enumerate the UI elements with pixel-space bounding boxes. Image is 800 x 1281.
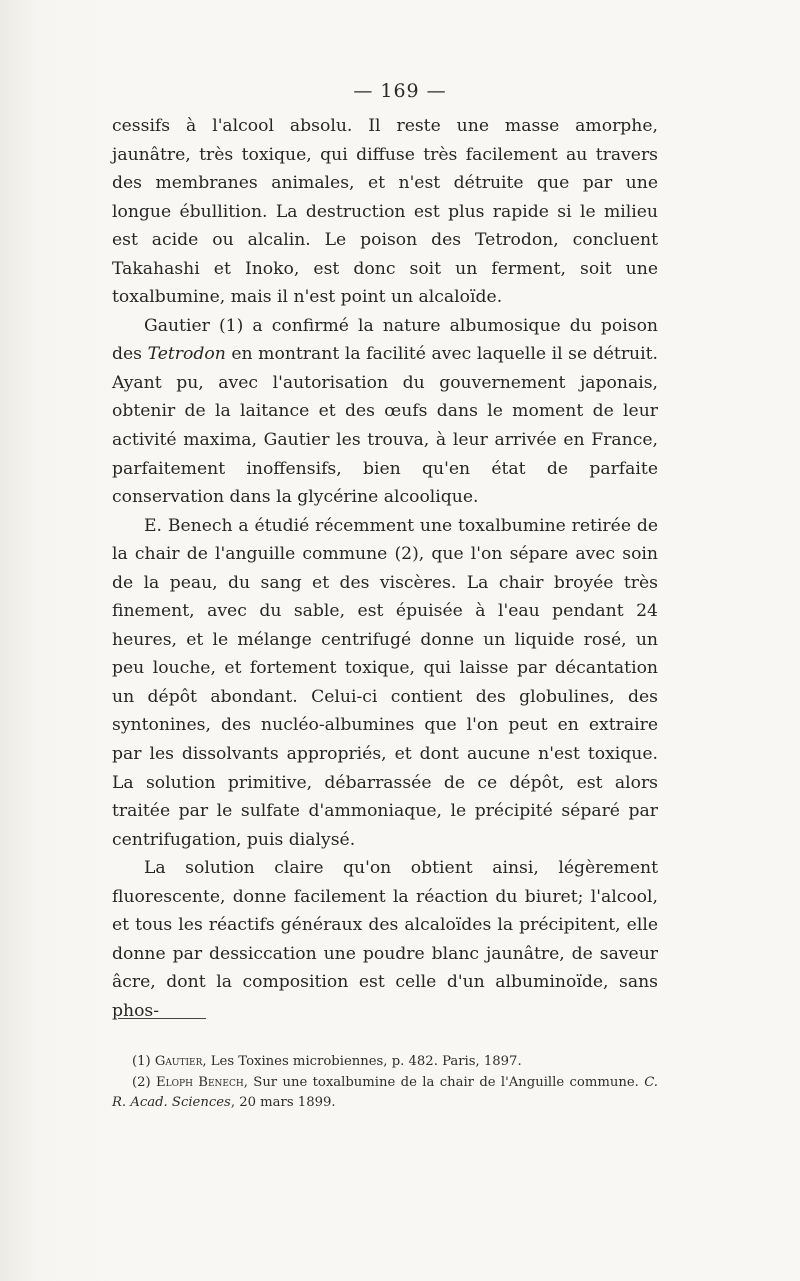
paragraph-2 [112, 312, 658, 512]
paragraph-3: E. Benech a étudié récemment une toxalbumine retirée de la chair de l'anguille commune (2), que l'on sépare avec soin de la peau, du sang et des viscères. La chair broyée très finement, avec du sable, est épuisée à l'eau pendant 24 heures, et le mélange centrifugé donne un liquide rosé, un peu louche, et fortement toxique, qui laisse par décantation un dépôt abondant. Celui-ci contient des globulines, des syntonines, des nucléo-albumines que l'on peut en extraire par les dissolvants appropriés, et dont aucune n'est toxique. La solution primitive, débarrassée de ce dépôt, est alors traitée par le sulfate d'ammoniaque, le précipité séparé par centrifugation, puis dialysé. [112, 515, 658, 850]
footnote-ref-1: (1) [209, 315, 253, 336]
footnote-1-text: , Les Toxines microbiennes, p. 482. Paris, 1897. [202, 1054, 522, 1069]
author-gautier: Gautier [144, 315, 210, 336]
genus-tetrodon: Tetrodon [147, 344, 226, 365]
body-text [112, 112, 658, 1026]
footnote-2-text: , Sur une toxalbumine de la chair de l'Anguille commune. [243, 1074, 645, 1090]
paragraph-1: cessifs à l'alcool absolu. Il reste une masse amorphe, jaunâtre, très toxique, qui diffuse très facilement au travers des membranes animales, et n'est détruite que par une longue ébullition. La destruction est plus rapide si le milieu est acide ou alcalin. Le poison des Tetrodon, concluent Takahashi et Inoko, est donc soit un ferment, soit une toxalbumine, mais il n'est point un alcaloïde. [112, 116, 658, 308]
footnotes [112, 1052, 658, 1114]
paragraph-2-text-a: a confirmé la nature albumosique du poison des [112, 315, 658, 365]
page-number: — 169 — [353, 80, 447, 102]
footnote-2-date: , 20 mars 1899. [230, 1095, 336, 1110]
footnote-rule [118, 1018, 206, 1019]
footnote-1 [112, 1052, 658, 1073]
footnote-1-mark: (1) [132, 1054, 155, 1069]
footnote-1-author: Gautier [154, 1054, 203, 1069]
paragraph-4: La solution claire qu'on obtient ainsi, légèrement fluorescente, donne facilement la réaction du biuret; l'alcool, et tous les réactifs généraux des alcaloïdes la précipitent, elle donne par dessiccation une poudre blanc jaunâtre, de saveur âcre, dont la composition est celle d'un albuminoïde, sans phos- [112, 858, 658, 1021]
footnote-2-author: Eloph Benech [156, 1074, 244, 1090]
paragraph-2-text-b: en montrant la facilité avec laquelle il se détruit. Ayant pu, avec l'autorisation du gouvernement japonais, obtenir de la laitance et des œufs dans le moment de leur activité maxima, Gautier les trouva, à leur arrivée en France, parfaitement inoffensifs, bien qu'en état de parfaite conservation dans la glycérine alcoolique. [112, 344, 658, 508]
footnote-2-journal: C. R. Acad. Sciences [112, 1074, 658, 1110]
footnote-2-mark: (2) [132, 1074, 157, 1090]
footnote-2 [112, 1073, 658, 1114]
